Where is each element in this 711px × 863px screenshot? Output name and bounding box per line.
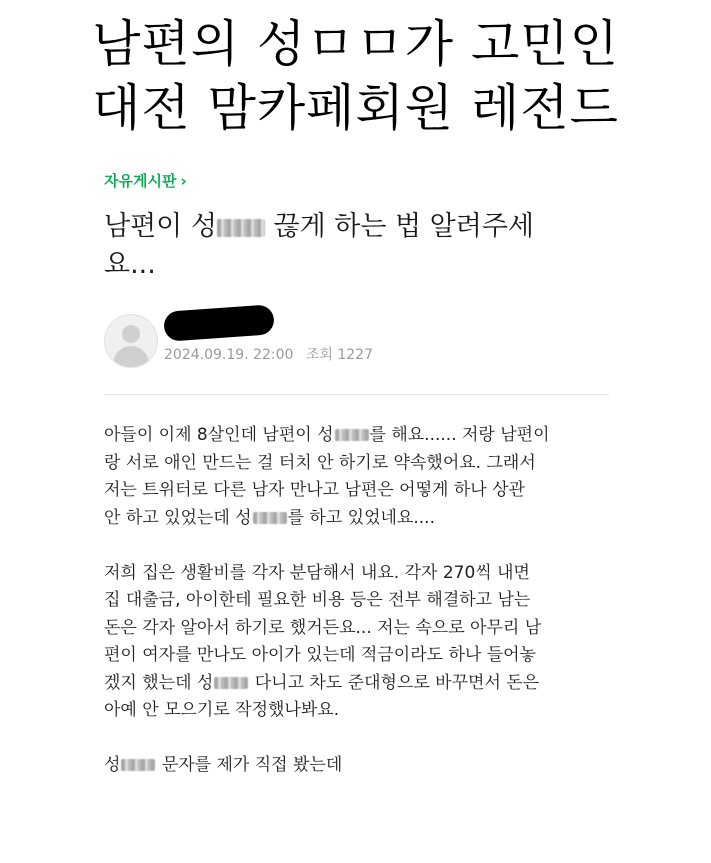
- body-line: [104, 505, 624, 533]
- body-text: 를 해요...... 저랑 남편이: [369, 425, 550, 445]
- body-text: 를 하고 있었네요....: [287, 507, 435, 528]
- redacted-author-name: [163, 304, 275, 342]
- headline: [0, 12, 711, 140]
- post-views: 조회 1227: [305, 347, 373, 363]
- post-title: [104, 208, 624, 284]
- body-line: 아예 안 모으기로 작정했나봐요.: [104, 700, 340, 720]
- board-label: 자유게시판: [104, 172, 177, 190]
- divider: [104, 394, 610, 395]
- post-title-part: 남편이 성: [104, 211, 217, 242]
- author-row: [104, 312, 604, 372]
- avatar[interactable]: [104, 314, 158, 368]
- avatar-head-icon: [122, 325, 140, 343]
- censored-blur: [335, 429, 369, 441]
- body-line: 편이 여자를 만나도 아이가 있는데 적금이라도 하나 들어놓: [104, 645, 536, 665]
- body-line: 랑 서로 애인 만드는 걸 터치 안 하기로 약속했어요. 그래서: [104, 452, 536, 473]
- body-text: 안 하고 있었는데 성: [104, 507, 252, 528]
- headline-line-1: 남편의 성ㅁㅁ가 고민인: [92, 15, 619, 73]
- post-body: [104, 422, 624, 780]
- body-line: 돈은 각자 알아서 하기로 했거든요... 저는 속으로 아무리 남: [104, 617, 542, 638]
- post-title-part: 끊게 하는 법 알려주세: [264, 211, 534, 242]
- body-line: [104, 422, 624, 450]
- post-title-line-1: [104, 208, 624, 246]
- board-link[interactable]: [104, 170, 187, 191]
- body-line: 저희 집은 생활비를 각자 분담해서 내요. 각자 270씩 내면: [104, 562, 530, 583]
- censored-blur: [214, 677, 248, 689]
- body-text: 겠지 했는데 성: [104, 672, 214, 693]
- avatar-body-icon: [113, 346, 149, 368]
- chevron-right-icon: ›: [180, 171, 187, 190]
- censored-blur: [217, 219, 265, 237]
- body-line: [104, 752, 624, 780]
- body-line: [104, 670, 624, 698]
- body-text: 다니고 차도 준대형으로 바꾸면서 돈은: [249, 672, 540, 693]
- post-title-line-2: 요...: [104, 249, 156, 280]
- body-text: 문자를 제가 직접 봤는데: [156, 755, 343, 775]
- post-meta: [164, 344, 373, 364]
- censored-blur: [253, 512, 287, 524]
- paragraph-gap: [104, 725, 624, 753]
- body-line: 집 대출금, 아이한테 필요한 비용 등은 전부 해결하고 남는: [104, 590, 531, 610]
- body-line: 저는 트위터로 다른 남자 만나고 남편은 어떻게 하나 상관: [104, 480, 525, 500]
- headline-line-2: 대전 맘카페회원 레전드: [92, 79, 619, 137]
- body-text: 성: [104, 755, 121, 775]
- censored-blur: [121, 759, 155, 771]
- paragraph-gap: [104, 532, 624, 560]
- body-text: 아들이 이제 8살인데 남편이 성: [104, 425, 334, 445]
- post-date: 2024.09.19. 22:00: [164, 347, 294, 363]
